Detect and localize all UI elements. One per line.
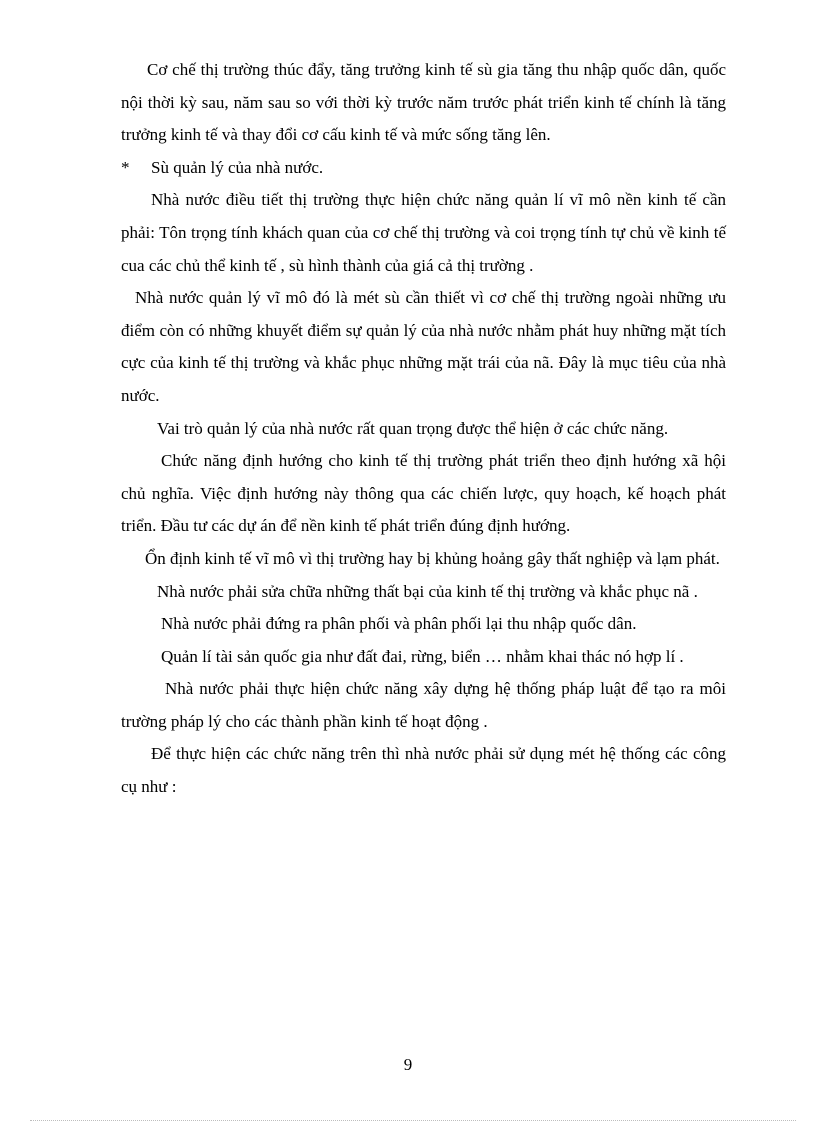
paragraph-legal-system: Nhà nước phải thực hiện chức năng xây dựng hệ thống pháp luật để tạo ra môi trường pháp lý cho các thành phần kinh tế hoạt động . <box>121 679 726 731</box>
paragraph-macro-management: Nhà nước quản lý vĩ mô đó là mét sù cần thiết vì cơ chế thị trường ngoài những ưu điểm còn có những khuyết điểm sự quản lý của nhà nước nhằm phát huy những mặt tích cực của kinh tế thị trường và khắc phục những mặt trái của nã. Đây là mục tiêu của nhà nước. <box>121 288 726 405</box>
paragraph-macro-stability: Ổn định kinh tế vĩ mô vì thị trường hay bị khủng hoảng gây thất nghiệp và lạm phát. <box>145 548 720 568</box>
page-number: 9 <box>403 1055 413 1074</box>
paragraph-orientation-function: Chức năng định hướng cho kinh tế thị trường phát triển theo định hướng xã hội chủ nghĩa. Việc định hướng này thông qua các chiến lược, quy hoạch, kế hoạch phát triển. Đầu tư các dự án để nền kinh tế phát triển đúng định hướng. <box>121 451 726 536</box>
paragraph-redistribution: Nhà nước phải đứng ra phân phối và phân phối lại thu nhập quốc dân. <box>161 614 637 634</box>
paragraph-role-of-state: Vai trò quản lý của nhà nước rất quan trọng được thể hiện ở các chức năng. <box>157 418 669 438</box>
bullet-state-management <box>121 152 726 185</box>
paragraph-tools-intro: Để thực hiện các chức năng trên thì nhà nước phải sử dụng mét hệ thống các công cụ như : <box>121 744 726 797</box>
paragraph-national-assets: Quản lí tài sản quốc gia như đất đai, rừng, biển … nhằm khai thác nó hợp lí . <box>161 646 684 666</box>
paragraph-correct-failures: Nhà nước phải sửa chữa những thất bại của kinh tế thị trường và khắc phục nã . <box>157 581 698 601</box>
document-body <box>121 54 726 804</box>
paragraph-market-growth: Cơ chế thị trường thúc đẩy, tăng trưởng kinh tế sù gia tăng thu nhập quốc dân, quốc nội thời kỳ sau, năm sau so với thời kỳ trước năm trước phát triển kinh tế chính là tăng trưởng kinh tế và thay đổi cơ cấu kinh tế và mức sống tăng lên. <box>121 60 726 145</box>
bullet-marker: * <box>121 157 130 177</box>
paragraph-state-regulation: Nhà nước điều tiết thị trường thực hiện chức năng quản lí vĩ mô nền kinh tế cần phải: Tôn trọng tính khách quan của cơ chế thị trường và coi trọng tính tự chủ về kinh tế cua các chủ thể kinh tế , sù hình thành của giá cả thị trường . <box>121 190 726 275</box>
bullet-text: Sù quản lý của nhà nước. <box>151 157 324 177</box>
footer-divider <box>30 1120 796 1121</box>
